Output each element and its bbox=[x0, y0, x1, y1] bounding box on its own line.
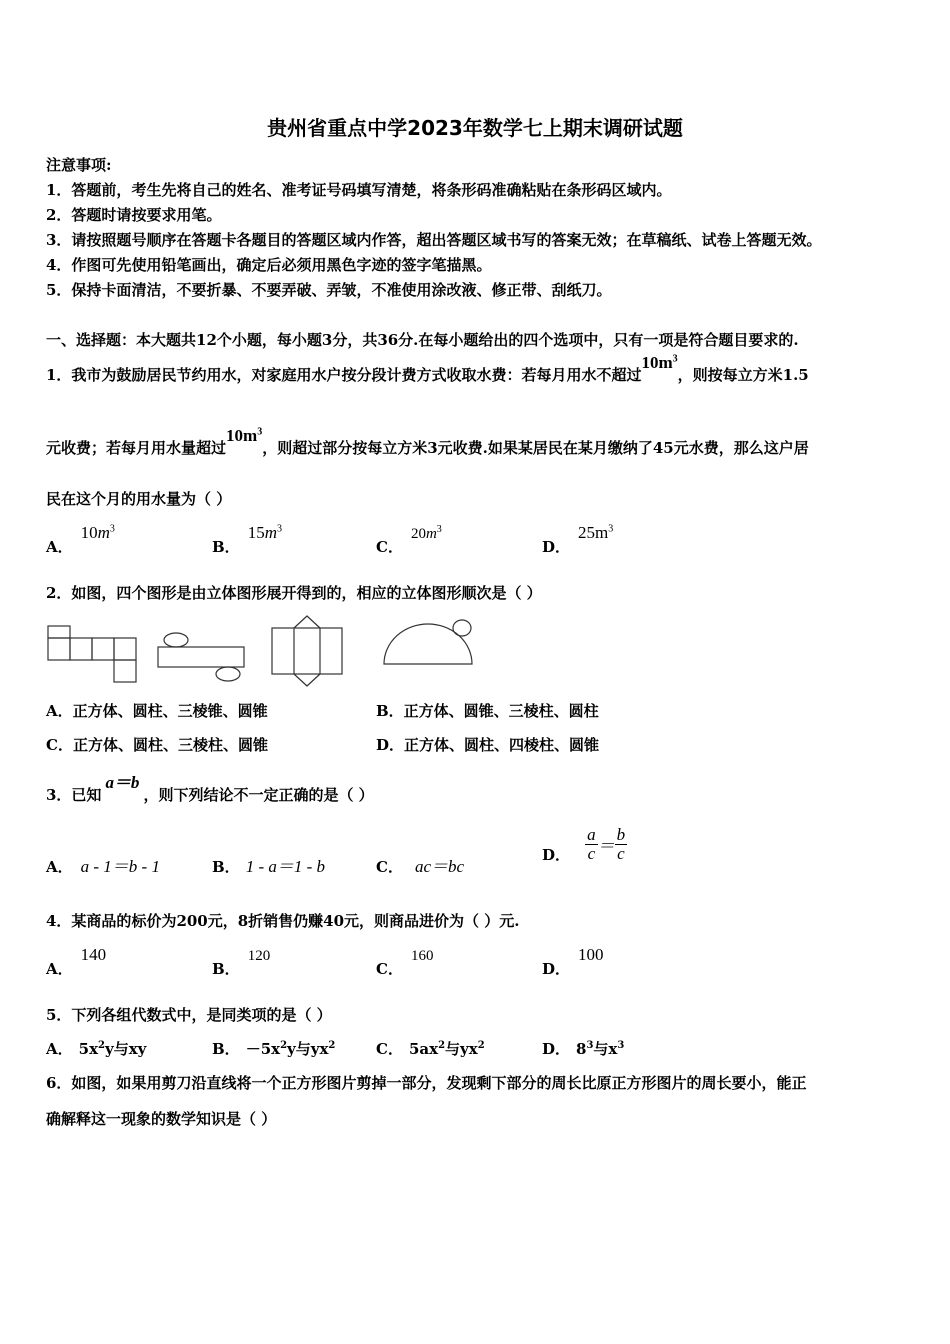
q1-option-d[interactable]: D．$25m^3$ bbox=[542, 523, 614, 556]
q5-option-c[interactable]: C． $5ax^2$与$yx^2$ bbox=[376, 1040, 485, 1058]
q3-option-c[interactable]: C． ac＝bc bbox=[376, 857, 465, 876]
notice-heading: 注意事项: bbox=[46, 156, 112, 174]
q6-stem-line: 确解释这一现象的数学知识是（ ） bbox=[46, 1110, 277, 1128]
q5-option-d[interactable]: D． $8^3$与$x^3$ bbox=[542, 1040, 625, 1058]
notice-item: 5．保持卡面清洁，不要折暴、不要弄破、弄皱，不准使用涂改液、修正带、刮纸刀。 bbox=[46, 281, 612, 299]
q5-stem: 5．下列各组代数式中，是同类项的是（ ） bbox=[46, 1006, 332, 1024]
notice-item: 2．答题时请按要求用笔。 bbox=[46, 206, 222, 224]
q5-option-a[interactable]: A． $5x^2y$与xy bbox=[46, 1040, 147, 1058]
q1-stem-line: 1．我市为鼓励居民节约用水，对家庭用水户按分段计费方式收取水费：若每月用水不超过$10m^3$，则按每立方米1.5 bbox=[46, 353, 809, 384]
notice-item: 1．答题前，考生先将自己的姓名、准考证号码填写清楚，将条形码准确粘贴在条形码区域内。 bbox=[46, 181, 672, 199]
q1-unit-10m3: 10m bbox=[226, 426, 258, 445]
q3-option-b[interactable]: B． 1 - a＝1 - b bbox=[212, 857, 326, 876]
q3-option-a[interactable]: A． a - 1＝b - 1 bbox=[46, 857, 160, 876]
q4-option-b[interactable]: B．120 bbox=[212, 948, 271, 978]
fraction: $\frac{b}{c}$ bbox=[616, 825, 626, 863]
q1-unit-10m3: 10m bbox=[641, 353, 673, 372]
q1-option-a[interactable]: A．$10m^3$ bbox=[46, 523, 115, 556]
page-title: 贵州省重点中学2023年数学七上期末调研试题 bbox=[267, 116, 683, 140]
fraction: $\frac{a}{c}$ bbox=[587, 825, 596, 863]
q2-option-a[interactable]: A．正方体、圆柱、三棱锥、圆锥 bbox=[46, 702, 268, 720]
q1-stem-line: 元收费；若每月用水量超过$10m^3$，则超过部分按每立方米3元收费.如果某居民在某月缴纳了45元水费，那么这户居 bbox=[46, 426, 809, 457]
q2-stem: 2．如图，四个图形是由立体图形展开得到的，相应的立体图形顺次是（ ） bbox=[46, 584, 542, 602]
q4-option-d[interactable]: D．100 bbox=[542, 945, 604, 978]
q5-option-b[interactable]: B． $-5x^2y$与$yx^2$ bbox=[212, 1040, 336, 1058]
q2-option-c[interactable]: C．正方体、圆柱、三棱柱、圆锥 bbox=[46, 736, 268, 754]
q1-option-b[interactable]: B．$15m^3$ bbox=[212, 523, 282, 556]
q2-option-d[interactable]: D．正方体、圆柱、四棱柱、圆锥 bbox=[376, 736, 600, 754]
q1-stem-line: 民在这个月的用水量为（ ） bbox=[46, 490, 232, 508]
prism-net-figure bbox=[270, 614, 344, 688]
cone-net-figure bbox=[380, 618, 476, 670]
section-heading: 一、选择题：本大题共12个小题，每小题3分，共36分.在每小题给出的四个选项中，只有一项是符合题目要求的. bbox=[46, 331, 799, 349]
q4-option-a[interactable]: A．140 bbox=[46, 945, 107, 978]
cube-net-figure bbox=[46, 624, 142, 686]
q2-option-b[interactable]: B．正方体、圆锥、三棱柱、圆柱 bbox=[376, 702, 599, 720]
q4-stem: 4．某商品的标价为200元，8折销售仍赚40元，则商品进价为（ ）元. bbox=[46, 912, 520, 930]
q4-option-c[interactable]: C．160 bbox=[376, 948, 434, 978]
q1-option-c[interactable]: C．$20m^3$ bbox=[376, 524, 442, 556]
notice-item: 3．请按照题号顺序在答题卡各题目的答题区域内作答，超出答题区域书写的答案无效；在草稿纸、试卷上答题无效。 bbox=[46, 231, 822, 249]
q3-stem: 3．已知a＝b，则下列结论不一定正确的是（ ） bbox=[46, 773, 374, 804]
q6-stem-line: 6．如图，如果用剪刀沿直线将一个正方形图片剪掉一部分，发现剩下部分的周长比原正方形图片的周长要小，能正 bbox=[46, 1074, 807, 1092]
q3-condition: a＝b bbox=[105, 773, 140, 792]
notice-item: 4．作图可先使用铅笔画出，确定后必须用黑色字迹的签字笔描黑。 bbox=[46, 256, 492, 274]
q3-option-d[interactable]: D． $\frac{a}{c}$ ＝ $\frac{b}{c}$ bbox=[542, 825, 626, 865]
cylinder-net-figure bbox=[156, 632, 248, 684]
